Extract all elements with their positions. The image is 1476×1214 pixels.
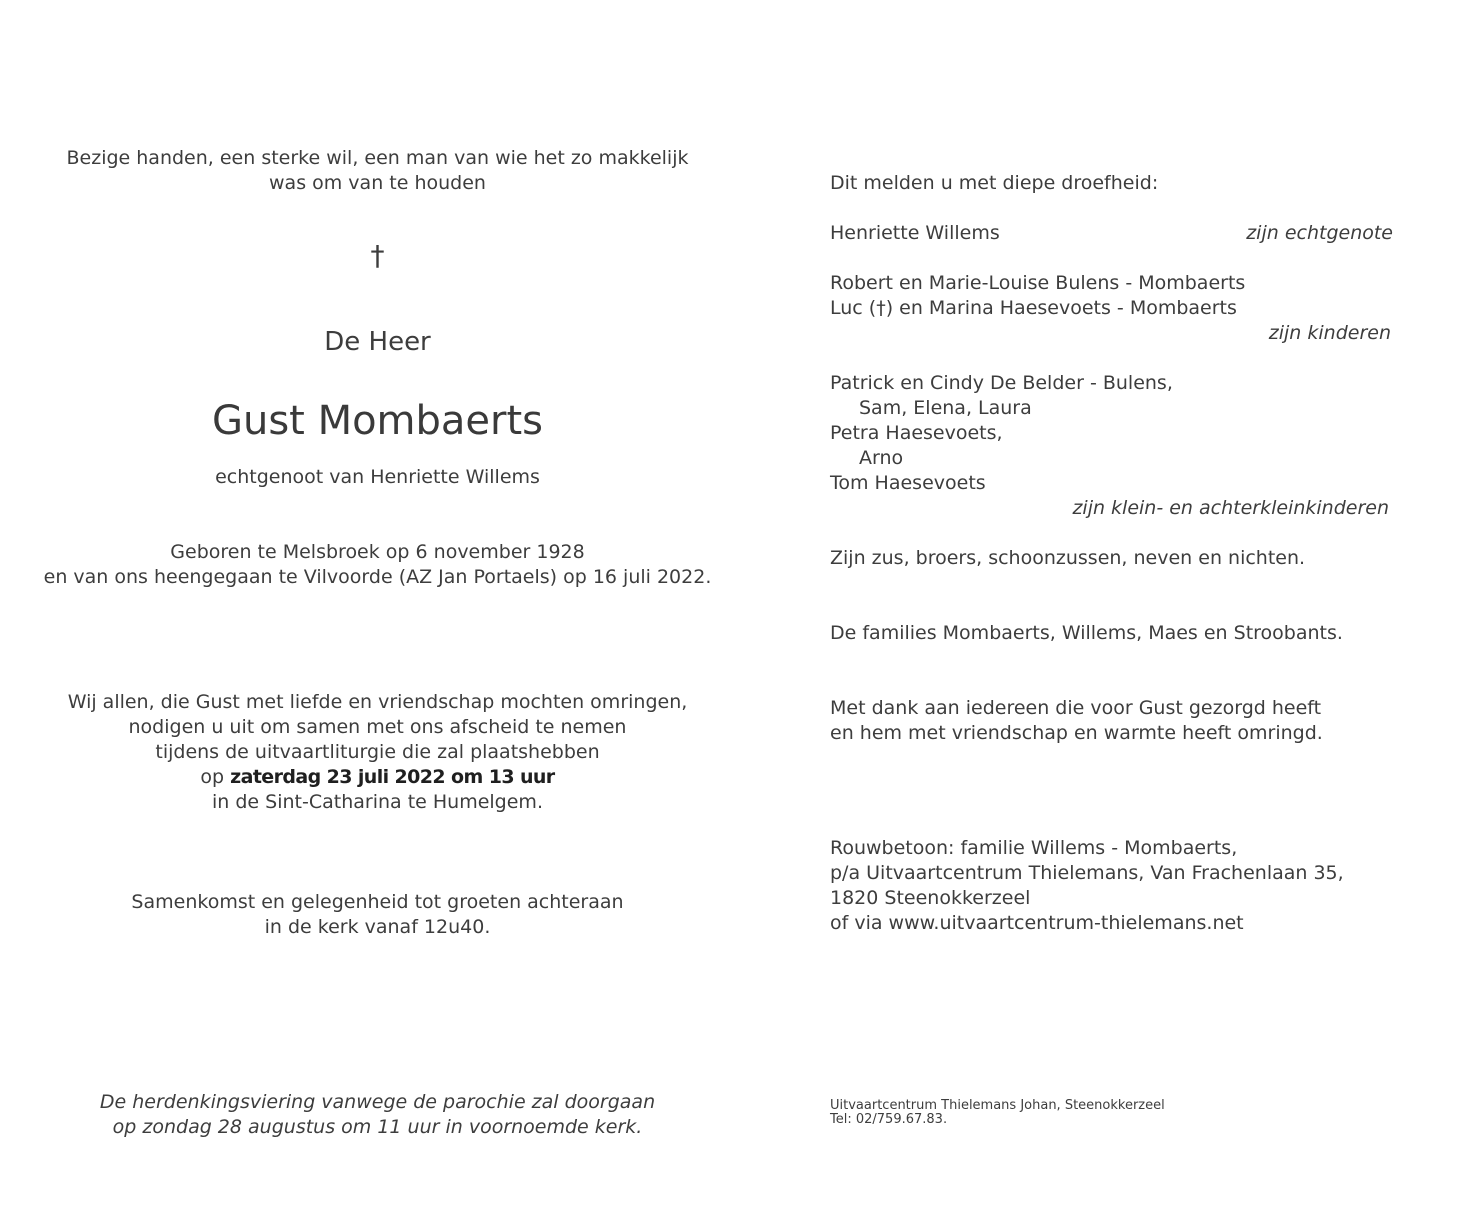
- cross-icon: †: [370, 239, 385, 272]
- address-line-1: Rouwbetoon: familie Willems - Mombaerts,: [830, 837, 1238, 859]
- spouse-name: Henriette Willems: [830, 222, 1000, 244]
- footer-line-1: Uitvaartcentrum Thielemans Johan, Steenokkerzeel: [830, 1098, 1165, 1113]
- invite-line-5: in de Sint-Catharina te Humelgem.: [212, 791, 543, 813]
- address-line-2: p/a Uitvaartcentrum Thielemans, Van Frachenlaan 35,: [830, 862, 1344, 884]
- invite-prefix: op: [200, 766, 231, 788]
- thanks-line-1: Met dank aan iedereen die voor Gust gezorgd heeft: [830, 697, 1322, 719]
- children-line-1: Robert en Marie-Louise Bulens - Mombaerts: [830, 272, 1246, 294]
- grandchildren-line-1: Patrick en Cindy De Belder - Bulens,: [830, 372, 1173, 394]
- thanks-line-2: en hem met vriendschap en warmte heeft omringd.: [830, 722, 1323, 744]
- address-line-3: 1820 Steenokkerzeel: [830, 887, 1031, 909]
- died-line: en van ons heengegaan te Vilvoorde (AZ Jan Portaels) op 16 juli 2022.: [43, 566, 712, 588]
- memorial-line-2: op zondag 28 augustus om 11 uur in voornoemde kerk.: [112, 1116, 643, 1138]
- grandchildren-line-5: Tom Haesevoets: [830, 472, 986, 494]
- quote-line-1: Bezige handen, een sterke wil, een man van wie het zo makkelijk: [66, 147, 689, 169]
- children-line-2: Luc (†) en Marina Haesevoets - Mombaerts: [830, 297, 1237, 319]
- children-relation: zijn kinderen: [1268, 322, 1391, 344]
- title-de-heer: De Heer: [324, 327, 431, 357]
- grandchildren-relation: zijn klein- en achterkleinkinderen: [1072, 497, 1389, 519]
- gather-line-2: in de kerk vanaf 12u40.: [264, 916, 491, 938]
- invite-line-1: Wij allen, die Gust met liefde en vriendschap mochten omringen,: [67, 691, 688, 713]
- address-line-4: of via www.uitvaartcentrum-thielemans.net: [830, 912, 1244, 934]
- grandchildren-line-3: Petra Haesevoets,: [830, 422, 1003, 444]
- spouse-relation: zijn echtgenote: [1246, 222, 1393, 244]
- deceased-name: Gust Mombaerts: [211, 398, 543, 444]
- invite-line-3: tijdens de uitvaartliturgie die zal plaatshebben: [155, 741, 600, 763]
- grandchildren-line-4: Arno: [859, 447, 904, 469]
- siblings-line: Zijn zus, broers, schoonzussen, neven en nichten.: [830, 547, 1306, 569]
- footer-line-2: Tel: 02/759.67.83.: [830, 1112, 948, 1127]
- invite-line-4: [0, 765, 755, 790]
- grandchildren-line-2: Sam, Elena, Laura: [859, 397, 1032, 419]
- invite-line-2: nodigen u uit om samen met ons afscheid te nemen: [128, 716, 627, 738]
- funeral-date: zaterdag 23 juli 2022 om 13 uur: [230, 766, 555, 788]
- born-line: Geboren te Melsbroek op 6 november 1928: [170, 541, 585, 563]
- spouse-line: echtgenoot van Henriette Willems: [215, 466, 540, 488]
- memorial-line-1: De herdenkingsviering vanwege de parochie zal doorgaan: [99, 1091, 656, 1113]
- families-line: De families Mombaerts, Willems, Maes en Stroobants.: [830, 622, 1343, 644]
- gather-line-1: Samenkomst en gelegenheid tot groeten achteraan: [131, 891, 624, 913]
- quote-line-2: was om van te houden: [269, 172, 486, 194]
- intro-line: Dit melden u met diepe droefheid:: [830, 172, 1159, 194]
